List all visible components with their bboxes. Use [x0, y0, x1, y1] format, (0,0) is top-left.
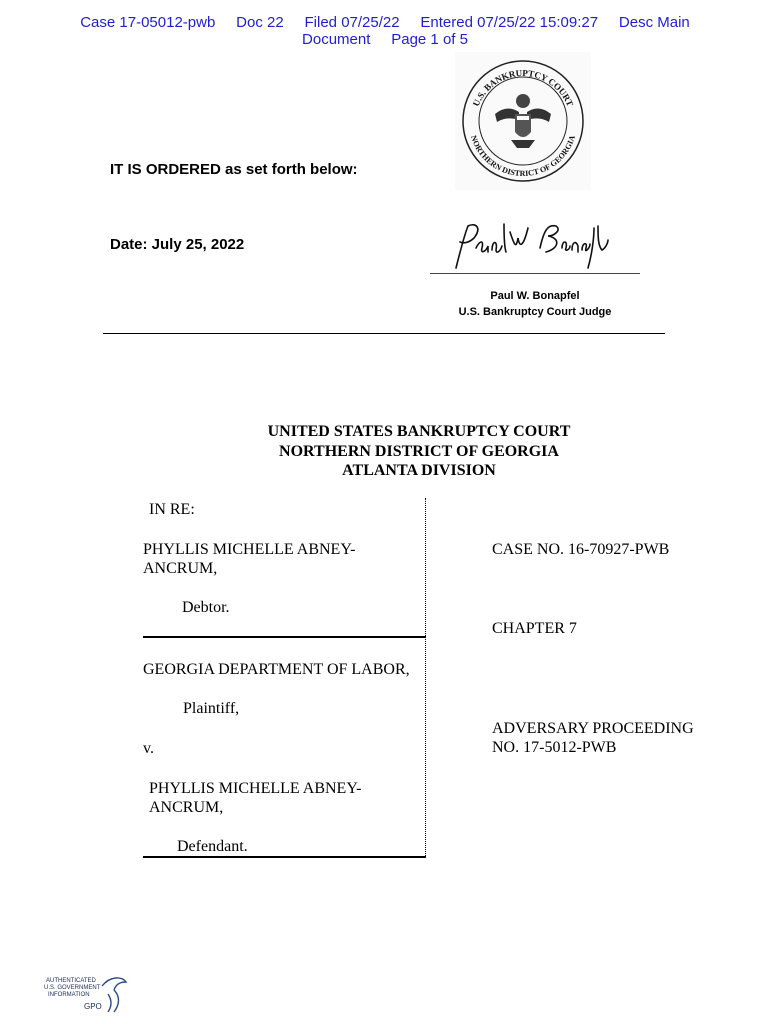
order-date: Date: July 25, 2022	[110, 236, 245, 253]
docket-banner-line-2: Document Page 1 of 5	[302, 31, 468, 48]
seal-icon	[455, 52, 591, 190]
judge-name: Paul W. Bonapfel	[490, 290, 580, 302]
caption-plaintiff-role: Plaintiff,	[183, 700, 240, 717]
order-heading: IT IS ORDERED as set forth below:	[110, 161, 358, 178]
judge-signature	[448, 218, 613, 272]
caption-plaintiff-name: GEORGIA DEPARTMENT OF LABOR,	[143, 661, 410, 678]
court-name-line-3: ATLANTA DIVISION	[342, 462, 496, 479]
caption-debtor-role: Debtor.	[182, 599, 230, 616]
judge-title: U.S. Bankruptcy Court Judge	[458, 306, 612, 318]
caption-debtor-name-1: PHYLLIS MICHELLE ABNEY-	[143, 541, 356, 558]
caption-debtor-name-2: ANCRUM,	[143, 560, 218, 577]
gpo-text-line-1: AUTHENTICATED	[46, 978, 96, 984]
signature-line	[430, 273, 640, 274]
caption-adversary-1: ADVERSARY PROCEEDING	[492, 720, 694, 737]
caption-versus: v.	[143, 740, 154, 757]
header-separator	[103, 333, 665, 334]
eagle-icon	[100, 974, 128, 1016]
gpo-authentication-logo	[44, 974, 129, 1016]
court-name-line-2: NORTHERN DISTRICT OF GEORGIA	[279, 443, 559, 460]
court-name-line-1: UNITED STATES BANKRUPTCY COURT	[267, 423, 571, 440]
svg-text:NORTHERN DISTRICT OF GEORGIA: NORTHERN DISTRICT OF GEORGIA	[468, 134, 578, 179]
caption-defendant-name-1: PHYLLIS MICHELLE ABNEY-	[149, 780, 362, 797]
caption-divider-1	[143, 636, 426, 638]
gpo-text-line-2: U.S. GOVERNMENT	[44, 985, 101, 991]
caption-in-re: IN RE:	[149, 501, 195, 518]
caption-vertical-divider	[425, 498, 426, 858]
court-seal	[455, 52, 591, 190]
caption-chapter: CHAPTER 7	[492, 620, 577, 637]
caption-defendant-role: Defendant.	[177, 838, 248, 855]
gpo-mark: GPO	[84, 1002, 102, 1011]
caption-adversary-2: NO. 17-5012-PWB	[492, 739, 617, 756]
caption-case-number: CASE NO. 16-70927-PWB	[492, 541, 670, 558]
svg-text:U.S. BANKRUPTCY COURT: U.S. BANKRUPTCY COURT	[470, 67, 576, 108]
gpo-text-line-3: INFORMATION	[48, 992, 90, 998]
signature-icon	[448, 218, 613, 272]
caption-defendant-name-2: ANCRUM,	[149, 799, 224, 816]
caption-divider-2	[143, 856, 426, 858]
docket-banner-line-1: Case 17-05012-pwb Doc 22 Filed 07/25/22 Entered 07/25/22 15:09:27 Desc Main	[80, 14, 690, 31]
